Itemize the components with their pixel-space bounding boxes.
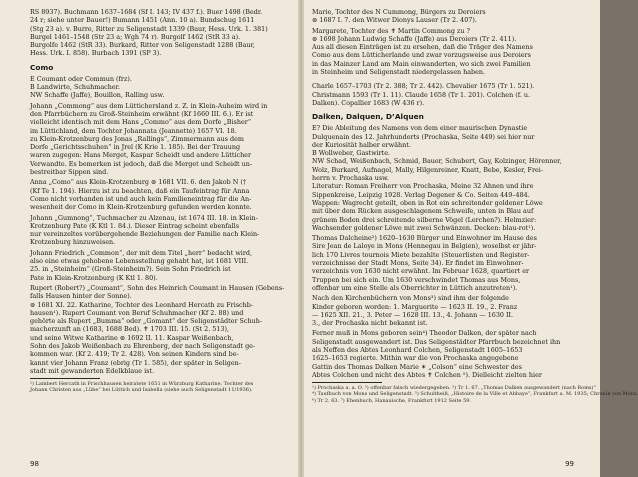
paragraph (312, 82, 574, 107)
text-line: Sohn des Jakob Weißenbach zu Ehrenberg, der nach Seligenstadt ge- (30, 341, 256, 350)
text-line: B Wollweber, Gastwirte. (312, 149, 391, 158)
text-line: Wachsender goldener Löwe mit zwei Schwänzen. Decken: blau-rot¹). (312, 223, 536, 232)
footnote-line: Johann Christen aus „Lübe“ bei Lüttich und Isabella (siehe auch Seligenstadt 11/1936). (30, 387, 253, 394)
text-line: (Kf Te 1. 194). Hierzu ist zu beachten, daß ein Taufeintrag für Anna (30, 186, 250, 195)
page-number: 99 (565, 459, 574, 468)
text-line: verzeichnis von 1630 nicht erwähnt. Im Februar 1628, quartiert er (312, 267, 530, 276)
text-line: Dorfe „Gerichtsschuhen“ in Jrel (K Krie 1. 185). Bei der Trauung (30, 143, 241, 152)
text-line: Christmann 1593 (Tr 1. 11). Claude 1658 (Tr 1. 201). Colchen (f. u. (312, 90, 531, 99)
text-line: Abtes Colchen und nicht des Abtes ✝ Colchen ⁵). Dielleicht zielten hier (312, 370, 542, 379)
text-line: Anna „Como“ aus Klein-Krotzenburg ⊚ 1681 VII. 6. den Jakob N († (30, 178, 247, 187)
text-line: Burgolfe 1462 (StR 33). Burkard, Ritter von Seligenstadt 1288 (Baur, (30, 41, 255, 50)
text-line: falls Hausen hinter der Sonne). (30, 292, 132, 301)
text-line: (Stg 23 a). v. Burre, Ritter zu Seligenstadt 1339 (Baur, Hess. Urk. 1. 381) (30, 24, 268, 33)
text-line: Literatur: Roman Freiherr von Prochaska, Meine 32 Ahnen und ihre (312, 182, 534, 191)
text-line: ⊚ 1698 Johann Ludwig Schaffe (Jaffe) aus Deroiers (Tr 2. 411). (312, 34, 517, 43)
paragraph (30, 249, 292, 282)
text-line: 1625–1653 regierte. Mithin war die von Prochaska angegebene (312, 354, 519, 363)
text-line: 3., der Prochaska nicht bekannt ist. (312, 319, 428, 328)
text-line: E Coumant oder Commun (frz). (30, 74, 132, 83)
text-line: Johann Friedrich „Common“, der mit dem Titel „herr“ bedacht wird, (30, 248, 253, 257)
footnotes (312, 385, 638, 404)
text-line: Johann „Commong“ aus dem Lüttichersland z. Z. in Klein-Auheim wird in (30, 101, 268, 110)
text-line: Aus all diesen Einträgen ist zu ersehen, daß die Träger des Namens (312, 43, 533, 52)
text-line: Como aus dem Lütticherlande und zwar vorzugsweise aus Deroiers (312, 51, 531, 60)
text-line: macherzunft an (1683, 1688 Bed). ✝ 1703 III. 15. (St 2. 513), (30, 325, 229, 334)
text-line: Margarete, Tochter des ✝ Martin Commong zu ? (312, 26, 470, 35)
text-line: ⊚ 1687 I. 7. den Witwer Dionys Lauser (Tr 2. 407). (312, 16, 477, 25)
section-heading: Dalken, Dalquen, D’Alquen (312, 112, 424, 122)
text-line: kommen war. (Kf 2. 419; Tr 2. 428). Von seinen Kindern sind be- (30, 350, 239, 359)
text-line: NW Schaffe (Jaffe), Bouillon, Ralling usw. (30, 91, 165, 100)
footnote-line: ⁶) Tr 2. 63. ⁷) Ehenbuch, Hanauische, Frankfurt 1912 Seite 59. (312, 397, 472, 404)
text-line: bestreitbar Sippen sind. (30, 168, 109, 177)
paragraph (312, 294, 574, 327)
footnote-line: ⁴) Taufbuch von Mons und Seligenstadt. ⁵) Schultheiß, „Histoire de la Ville et Abbaye“, Frankfurt a. M. 1935; Chronik von Mons. (312, 391, 638, 398)
text-line: den Pfarrbüchern zu Groß-Steinheim erwähnt (Kf 1660 III. 6.). Er ist (30, 109, 254, 118)
paragraph (30, 284, 292, 375)
text-line: als Neffen des Abtes Leonhard Colchen, Seligenstadt 1605–1653 (312, 345, 523, 354)
text-line: mit über dem Rücken ausgeschlagenem Schweife, unten in Blau auf (312, 207, 534, 216)
text-line: in Steinheim und Seligenstadt niedergelassen haben. (312, 68, 486, 77)
text-line: Hess. Urk. I. 858). Burbach 1391 (SP 3). (30, 49, 162, 58)
text-line: wesenheit der Como in Klein-Krotzenburg gefunden werden konnte. (30, 203, 252, 212)
text-line: in das Mainzer Land am Main einwanderten, wo sich zwei Familien (312, 59, 531, 68)
left-page (30, 6, 292, 468)
text-line: 25. in „Steinheim“ (Groß-Steinheim?). Sein Sohn Friedrich ist (30, 265, 231, 274)
text-line: Krotzenburg hinzuweisen. (30, 238, 116, 247)
text-line: Nach den Kirchenbüchern von Mons³) sind ihm der folgende (312, 294, 509, 303)
text-line: Pate in Klein-Krotzenburg (K Ktl 1. 80). (30, 273, 158, 282)
paragraph (312, 124, 574, 232)
text-line: ⊚ 1681 XI. 22. Katharine, Tochter des Leonhard Hercath zu Frischb- (30, 300, 253, 309)
text-line: Wolz, Burkard, Aufnagel, Mally, Hilgenreiner, Knatt, Bebe, Kesler, Frei- (312, 165, 544, 174)
text-line: Dalken). Copallier 1683 (W 436 r). (312, 98, 425, 107)
text-line: grünem Boden drei schreitende silberne Vögel (Lerchen?). Helmzier: (312, 215, 537, 224)
page-number: 98 (30, 459, 39, 468)
text-line: nur vereinzeltes vorübergehende Beziehungen der Familie nach Klein- (30, 230, 260, 239)
text-line: Sire Jean de Laloye in Mons (Hennegau in Belgien), woselbst er jähr- (312, 242, 537, 251)
paragraph (312, 329, 574, 379)
paragraph (30, 178, 292, 211)
footnotes (30, 381, 292, 394)
book-gutter (298, 0, 304, 477)
section-heading: Como (30, 62, 54, 72)
text-line: B Landwirte, Schuhmacher. (30, 83, 121, 92)
text-line: gehörte als Rupert „Bumma“ oder „Gomant“ der Seligenstädter Schuh- (30, 317, 263, 326)
text-line: der Kuriosität halber erwähnt. (312, 140, 411, 149)
text-line: Seligenstadt ausgewandert ist. Das Seligenstädter Pfarrbuch bezeichnet ihn (312, 337, 561, 346)
text-line: Truppen bei sich ein. Um 1630 verschwindet Thomas aus Mons, (312, 275, 521, 284)
text-line: Kinder geboren worden: 1. Marguerite — 1623 II. 19., 2. Franz (312, 302, 518, 311)
paragraph (30, 214, 292, 247)
text-line: Johann „Gumnong“, Tuchmacher zu Alzenau, ist 1674 III. 18. in Klein- (30, 213, 258, 222)
text-line: NW Schad, Weißenbach, Schmid, Bauer, Schubert, Gay, Kolzinger, Hörenner, (312, 157, 562, 166)
text-line: waren zugegen: Hans Merget, Kaspar Scheidt und andere Lütticher (30, 151, 252, 160)
text-line: und seine Witwe Katharine ⊚ 1692 II. 11. Kaspar Weißenbach, (30, 333, 234, 342)
paragraph (312, 234, 574, 292)
text-line: hausen¹). Rupert Coumant von Beruf Schuhmacher (Kf 2. 88) und (30, 308, 244, 317)
text-line: Dulquenain des 12. Jahrhunderts (Prochaska, Seite 449) sei hier nur (312, 132, 535, 141)
paragraph (312, 8, 574, 25)
text-line: zu Klein-Krotzenburg des Jonas „Rallings“, Zimmermann aus dem (30, 134, 244, 143)
text-line: Sippenkreise, Leipzig 1928. Verlag Degener & Co. Seiten 449–484. (312, 190, 530, 199)
text-line: Wappen: Wagrecht geteilt, oben in Rot ein schreitender goldener Löwe (312, 198, 543, 207)
text-line: offenbar um eine Stelle als Oberrichter in Lüttich anzutreten¹). (312, 283, 518, 292)
text-line: also eine etwas gehobene Lebensstellung gehabt hat, ist 1681 VIII. (30, 257, 249, 266)
text-line: kannt vier Johann Franz (ebrig (Tr 1. 585), der später in Seligen- (30, 358, 241, 367)
text-line: Como nicht vorhanden ist und auch kein Familieneintrag für die An- (30, 194, 252, 203)
text-line: vielleicht identisch mit dem Hans „Commo“ aus dem Dorfe „Bisher“ (30, 118, 252, 127)
text-line: lich 170 Livres tournois Miete bezahlte (Steuerlisten und Register- (312, 250, 530, 259)
text-line: E? Die Ableitung des Namens von dem einer maurischen Dynastie (312, 124, 528, 133)
paragraph (30, 8, 292, 58)
text-line: verzeichnisse der Stadt Mons, Seite 34). Er findet im Einwohner- (312, 259, 524, 268)
footnote-rule (30, 378, 100, 379)
footnote-line: ¹) Prochaska a. a. O. ²) offenbar falsch wiedergegeben. ³) Tr 1. 67. „Thomas Dalken ausgewandert (nach Roms)“ (312, 385, 597, 392)
paragraph (30, 75, 292, 100)
text-line: RS 8937). Buchmann 1637–1684 (Sf I. 143; IV 437 f.). Buer 1498 (Bedr. (30, 8, 263, 16)
text-line: Thomas Dalcheine²) 1620–1630 Bürger und Einwohner im Hause des (312, 234, 537, 243)
text-line: Ferner muß in Mons geboren sein⁴) Theodor Dalken, der später nach (312, 329, 537, 338)
text-line: im Lüttichland, dem Tochter Johannata (Jeannette) 1657 VI. 18. (30, 126, 237, 135)
text-line: 24 r; siehe unter Bauer!) Bumann 1451 (Ann. 10 a). Bundschug 1611 (30, 16, 255, 25)
text-line: Verwandte. Es bemerken ist jedoch, daß die Merget und Scheidt un- (30, 159, 253, 168)
footnote-rule (312, 382, 382, 383)
right-page (312, 6, 638, 468)
text-line: — 1625 XII. 21., 3. Peter — 1628 III. 13., 4. Johann — 1630 II. (312, 310, 514, 319)
text-line: Gattin des Thomas Dalken Marie ✶ „Colson“ eine Schwester des (312, 362, 522, 371)
text-line: Krotzenburg Pate (K Ktl 1. 84.). Dieser Eintrag scheint ebenfalls (30, 221, 239, 230)
text-line: stadt mit gewanderten Edelkblaue ist. (30, 366, 154, 375)
text-line: Burgel 1461–1548 (Str 23 a; Wgh 74 r). Burgolf 1462 (StR 33 a). (30, 32, 241, 41)
text-line: Charle 1657–1703 (Tr 2. 388; Tr 2. 442). Chevalier 1675 (Tr 1. 521). (312, 82, 535, 91)
text-line: herrn v. Prochaska usw. (312, 174, 389, 183)
paragraph (312, 27, 574, 77)
footnote-line: ¹) Lambert Hercath in Frischhausen heiratete 1651 in Würzburg Katharine, Tochter des (30, 381, 254, 388)
paragraph (30, 102, 292, 177)
text-line: Marie, Tochter des N Cummong, Bürgers zu Deroiers (312, 8, 486, 16)
text-line: Rupert (Robert?) „Coumant“, Sohn des Heinrich Coumant in Hausen (Gebens- (30, 283, 285, 292)
spacer (312, 76, 574, 80)
